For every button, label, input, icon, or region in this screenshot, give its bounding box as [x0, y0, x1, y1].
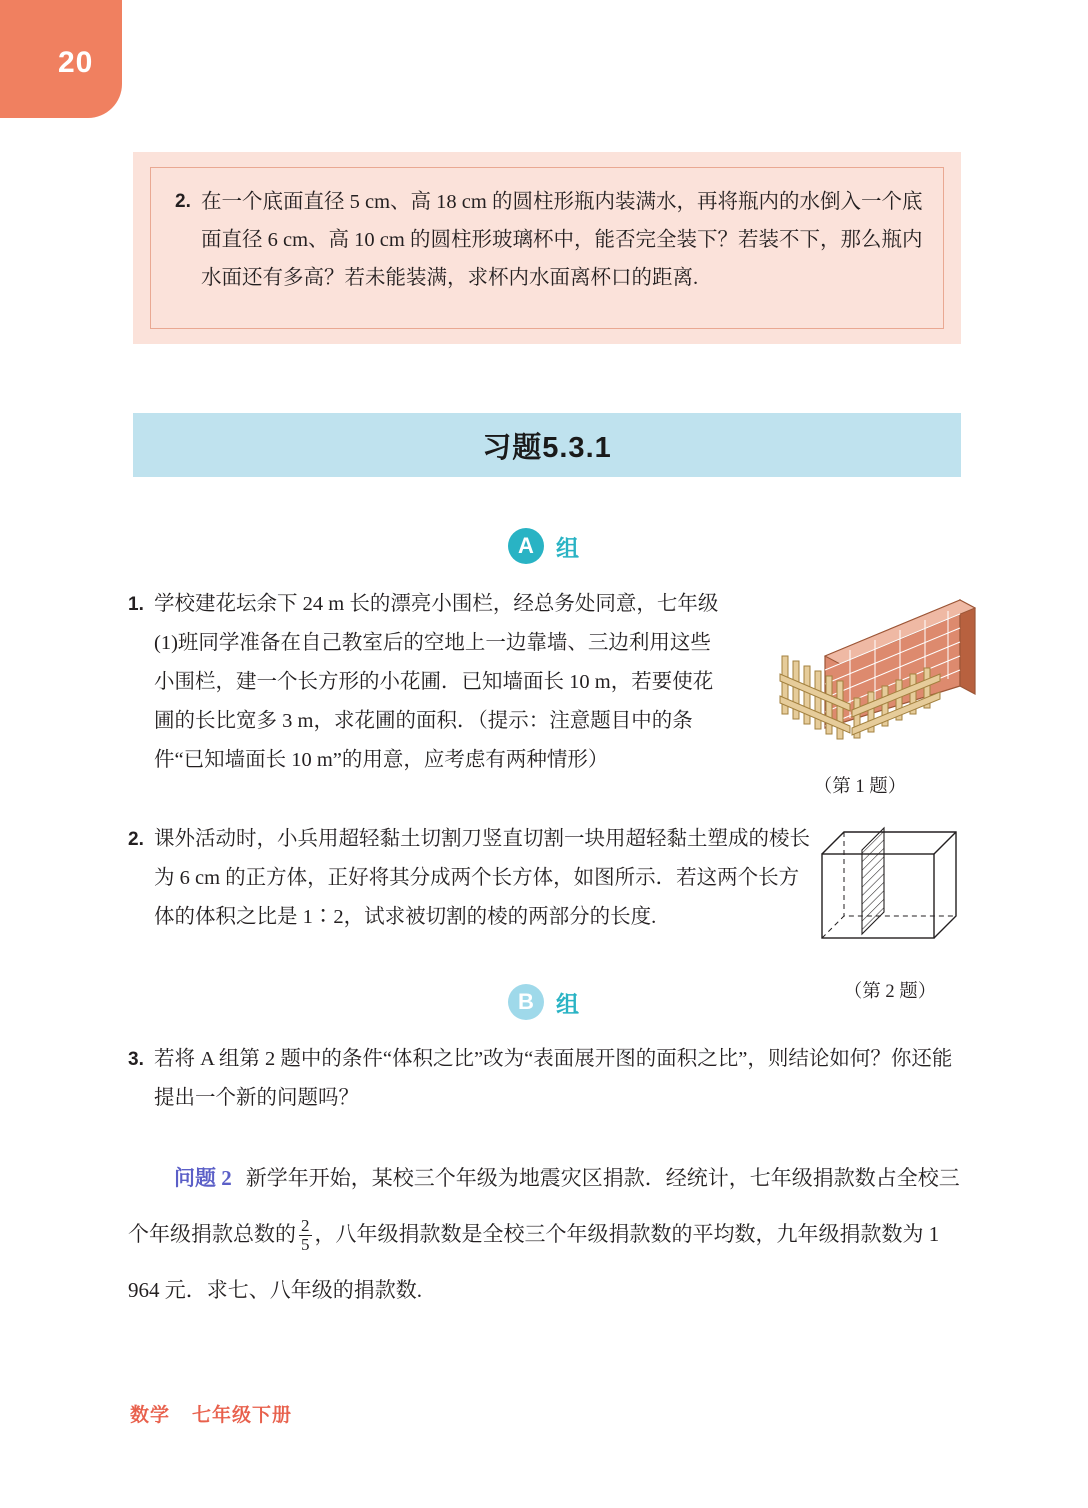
fraction-numerator: 2	[301, 1215, 310, 1235]
section-banner	[133, 413, 961, 477]
fraction-denominator: 5	[301, 1234, 310, 1254]
page-number-tab	[0, 0, 122, 118]
cut-plane	[862, 828, 884, 934]
top-exercise-text: 在一个底面直径 5 cm、高 18 cm 的圆柱形瓶内装满水，再将瓶内的水倒入一个底面直径 6 cm、高 10 cm 的圆柱形玻璃杯中，能否完全装下？若装不下，那么瓶内水面还有多高？若未能装满，求杯内水面离杯口的距离.	[201, 191, 923, 289]
figure-caption: （第 1 题）	[813, 777, 907, 797]
question-text-part2: ，八年级捐款数是全校三个年级捐款数的平均数，九年级捐款数为 1 964 元．求七、八年级的捐款数.	[128, 1222, 940, 1302]
problem-text: 若将 A 组第 2 题中的条件“体积之比”改为“表面展开图的面积之比”，则结论如何？你还能提出一个新的问题吗？	[154, 1048, 953, 1109]
top-exercise-content	[175, 182, 925, 297]
problem-text: 课外活动时，小兵用超轻黏土切割刀竖直切割一块用超轻黏土塑成的棱长为 6 cm 的正方体，正好将其分成两个长方体，如图所示．若这两个长方体的体积之比是 1∶2，试求被切割的棱的两部分的长度.	[154, 828, 810, 928]
page-number: 20	[58, 46, 94, 79]
fraction-two-fifths	[299, 1217, 312, 1254]
section-title: 习题5.3.1	[482, 431, 612, 464]
group-a-badge: A	[508, 528, 544, 564]
question-tag: 问题 2	[174, 1166, 232, 1190]
question-2-block	[128, 1150, 966, 1318]
group-a-label: 组	[556, 534, 579, 561]
problem-number: 1.	[128, 594, 144, 615]
top-exercise-box	[133, 152, 961, 344]
footer	[130, 1400, 292, 1427]
cube-cut-illustration	[810, 820, 970, 975]
cube-edges	[822, 832, 956, 938]
problem-item	[128, 585, 728, 780]
group-b-badge: B	[508, 984, 544, 1020]
top-exercise-number: 2.	[175, 191, 191, 212]
footer-subject: 数学	[130, 1405, 171, 1426]
group-label-a	[508, 528, 579, 564]
problem-number: 2.	[128, 829, 144, 850]
footer-volume: 七年级下册	[192, 1405, 293, 1426]
hidden-edges	[822, 832, 956, 938]
group-b-label: 组	[556, 990, 579, 1017]
problem-number: 3.	[128, 1049, 144, 1070]
fence-and-wall-illustration	[770, 578, 980, 768]
problem-item	[128, 1040, 958, 1118]
problem-text: 学校建花坛余下 24 m 长的漂亮小围栏，经总务处同意，七年级(1)班同学准备在自己教室后的空地上一边靠墙、三边利用这些小围栏，建一个长方形的小花圃．已知墙面长 10 m，若要使花圃的长比宽多 3 m，求花圃的面积．（提示：注意题目中的条件“已知墙面长 10 m”的用意，应考虑有两种情形）	[154, 593, 719, 771]
problem-item	[128, 820, 818, 937]
question-text-part1: 新学年开始，某校三个年级为地震灾区捐款．经统计，七年级捐款数占全校三个年级捐款总数的	[128, 1166, 960, 1246]
group-label-b	[508, 984, 579, 1020]
figure-caption: （第 2 题）	[843, 982, 937, 1002]
